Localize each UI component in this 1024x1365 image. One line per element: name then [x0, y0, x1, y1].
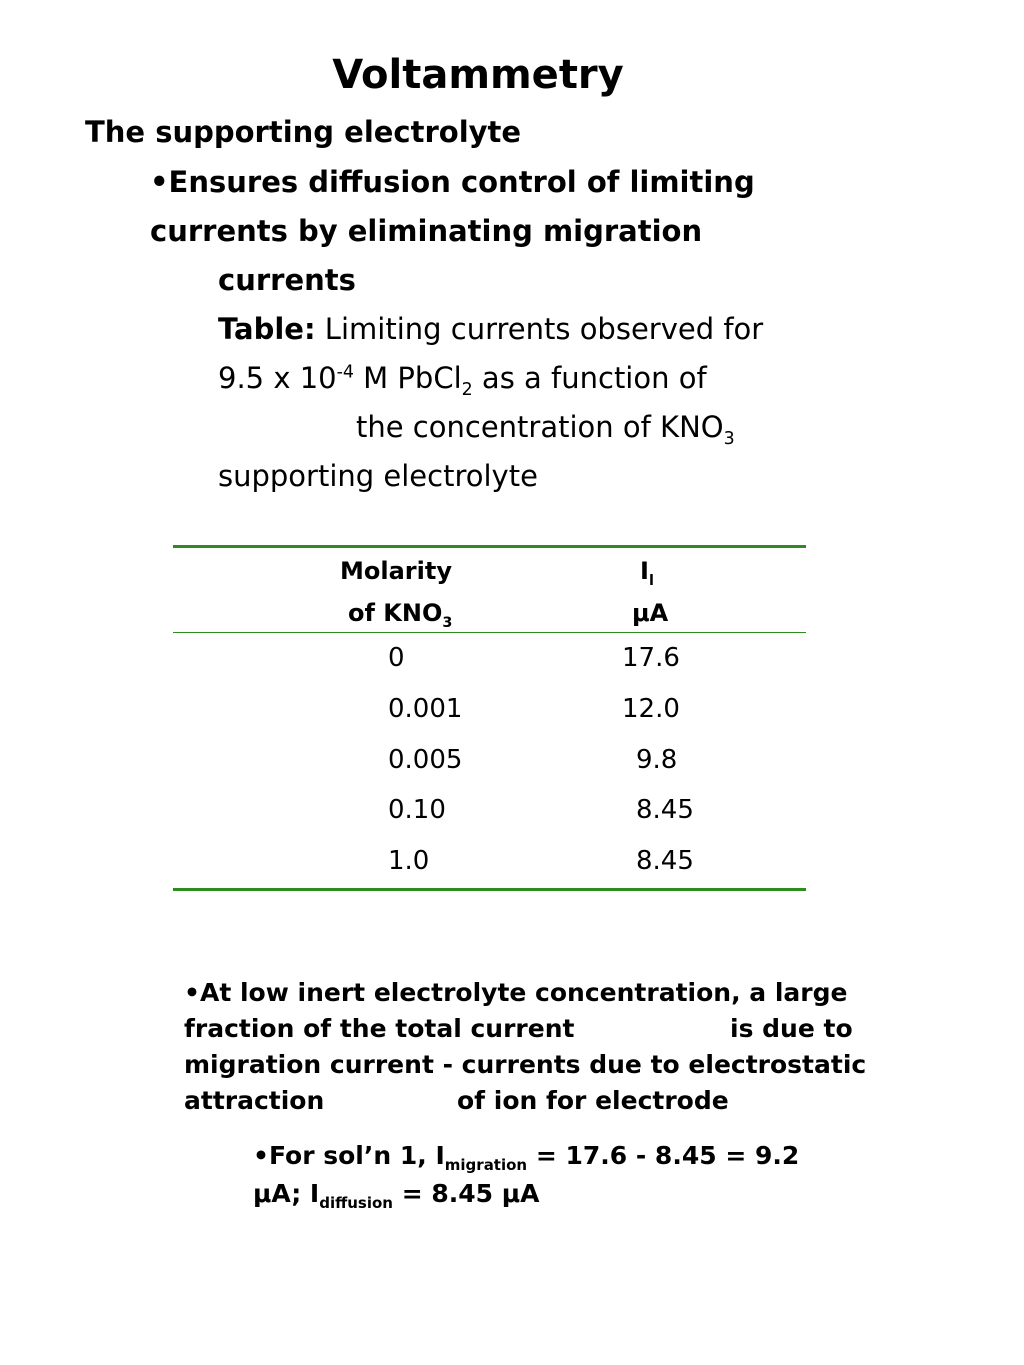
table-cell-molarity: 0.005 [388, 745, 463, 775]
caption-text-2a: 9.5 x 10 [218, 361, 337, 395]
paragraph2-text-1b: = 17.6 - 8.45 = 9.2 [527, 1141, 800, 1170]
bullet-line-1 [150, 165, 755, 199]
subscript-diffusion: diffusion [319, 1194, 393, 1212]
paragraph1-line-2a: fraction of the total current [184, 1014, 575, 1043]
table-cell-current: 8.45 [636, 846, 694, 876]
paragraph2-text-1a: •For sol’n 1, I [253, 1141, 445, 1170]
caption-text-3: the concentration of KNO [356, 410, 724, 444]
table-caption-line-4: supporting electrolyte [218, 459, 538, 493]
table-cell-molarity: 0.10 [388, 795, 446, 825]
paragraph1-line-3: migration current - currents due to electrostatic [184, 1050, 867, 1079]
caption-subscript-2: 2 [461, 379, 473, 400]
bullet-line-2: currents by eliminating migration [150, 214, 703, 248]
page-title: Voltammetry [332, 52, 624, 98]
paragraph2-text-2b: = 8.45 μA [392, 1179, 540, 1208]
table-cell-molarity: 0.001 [388, 694, 463, 724]
col-header-molarity-unit [348, 599, 452, 631]
bullet-text-1: Ensures diffusion control of limiting [168, 165, 755, 199]
table-cell-molarity: 1.0 [388, 846, 430, 876]
col-header-current-unit: μA [632, 599, 669, 627]
subscript-migration: migration [444, 1156, 528, 1174]
table-cell-current: 9.8 [636, 745, 678, 775]
table-top-rule [173, 545, 806, 548]
table-cell-molarity: 0 [388, 643, 405, 673]
table-caption-line-3 [356, 410, 735, 449]
paragraph2-line-2 [253, 1179, 539, 1212]
caption-subscript-3: 3 [723, 428, 735, 449]
table-caption-line-1 [218, 312, 763, 346]
caption-label: Table: [218, 312, 316, 346]
caption-text-2b: M PbCl [353, 361, 462, 395]
table-cell-current: 17.6 [622, 643, 680, 673]
col-header-current [640, 557, 654, 589]
bullet-line-3: currents [218, 263, 356, 297]
caption-text-1: Limiting currents observed for [324, 312, 764, 346]
col-header-molarity: Molarity [340, 557, 452, 585]
paragraph1-line-4a: attraction [184, 1086, 325, 1115]
paragraph2-text-2a: μA; I [253, 1179, 320, 1208]
paragraph1-line-4b: of ion for electrode [457, 1086, 729, 1115]
section-heading: The supporting electrolyte [85, 115, 522, 149]
caption-exponent: -4 [336, 362, 354, 383]
col-header-current-sub: l [648, 572, 654, 589]
table-cell-current: 8.45 [636, 795, 694, 825]
col-header-molarity-text: of KNO [348, 599, 443, 627]
table-cell-current: 12.0 [622, 694, 680, 724]
bullet-marker: • [150, 165, 169, 199]
table-bottom-rule [173, 888, 806, 891]
paragraph2-line-1 [253, 1141, 799, 1174]
paragraph1-line-1: •At low inert electrolyte concentration, a large [184, 978, 848, 1007]
col-header-molarity-sub: 3 [442, 614, 453, 631]
table-caption-line-2 [218, 361, 707, 400]
col-header-current-symbol: I [640, 557, 649, 585]
caption-text-2c: as a function of [472, 361, 707, 395]
table-header-rule [173, 632, 806, 633]
paragraph1-line-2b: is due to [730, 1014, 853, 1043]
